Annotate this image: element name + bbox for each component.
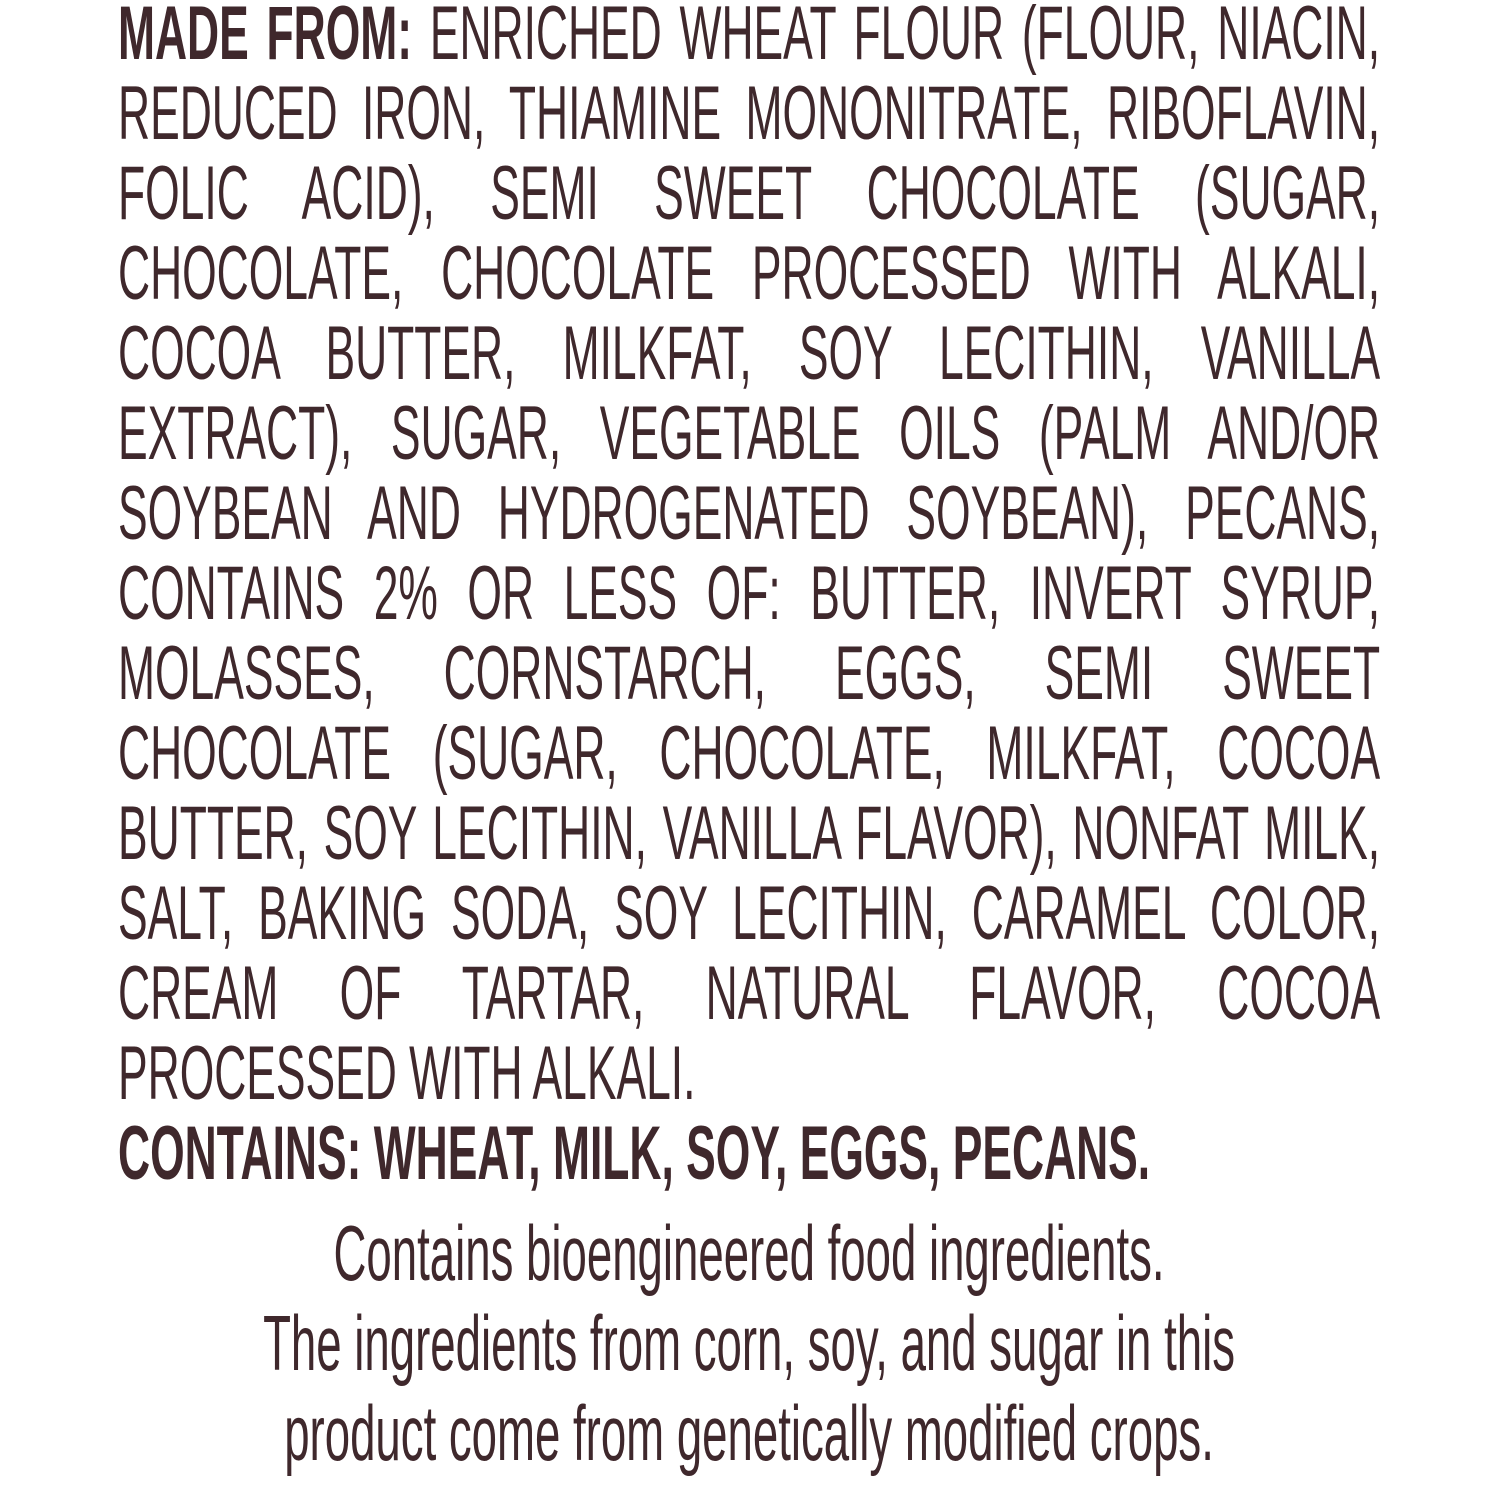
ingredients-text: MOLASSES, CORNSTARCH, EGGS, SEMI SWEET [118,631,1381,716]
bioengineered-line [118,1208,1380,1298]
ingredients-line [118,471,1381,556]
ingredients-line [118,231,1381,316]
ingredients-line [118,391,1381,476]
ingredients-text: SOYBEAN AND HYDROGENATED SOYBEAN), PECANS, [118,471,1381,556]
ingredients-line [118,311,1381,396]
bioengineered-text: The ingredients from corn, soy, and sugar in this [263,1299,1235,1387]
ingredients-line [118,1031,1380,1116]
allergens-line [118,1111,1380,1196]
ingredients-line [118,151,1381,236]
ingredients-text: COCOA BUTTER, MILKFAT, SOY LECITHIN, VANILLA [118,311,1381,396]
ingredients-line [118,631,1381,716]
ingredients-text: BUTTER, SOY LECITHIN, VANILLA FLAVOR), NONFAT MILK, [118,791,1381,876]
bioengineered-line [118,1388,1380,1478]
ingredients-text: EXTRACT), SUGAR, VEGETABLE OILS (PALM AND/OR [118,391,1381,476]
ingredients-line [118,551,1381,636]
ingredients-text: CHOCOLATE (SUGAR, CHOCOLATE, MILKFAT, COCOA [118,711,1381,796]
ingredients-line [118,711,1381,796]
ingredients-text: ENRICHED WHEAT FLOUR (FLOUR, NIACIN, [429,0,1381,76]
ingredients-text: SALT, BAKING SODA, SOY LECITHIN, CARAMEL COLOR, [118,871,1381,956]
ingredients-line [118,951,1381,1036]
ingredients-text: REDUCED IRON, THIAMINE MONONITRATE, RIBOFLAVIN, [118,71,1381,156]
ingredients-line [118,791,1381,876]
allergens-text-bold: CONTAINS: WHEAT, MILK, SOY, EGGS, PECANS. [118,1111,1151,1196]
ingredients-text: PROCESSED WITH ALKALI. [118,1031,696,1116]
bioengineered-line [118,1298,1380,1388]
bioengineered-text: product come from genetically modified crops. [284,1389,1214,1477]
ingredients-text: FOLIC ACID), SEMI SWEET CHOCOLATE (SUGAR, [118,151,1381,236]
ingredients-line [118,71,1381,156]
ingredients-text: CHOCOLATE, CHOCOLATE PROCESSED WITH ALKALI, [118,231,1381,316]
label-text-column [118,0,1380,1478]
ingredients-text-bold: MADE FROM: [118,0,430,76]
bioengineered-text: Contains bioengineered food ingredients. [333,1209,1165,1297]
ingredients-text: CREAM OF TARTAR, NATURAL FLAVOR, COCOA [118,951,1381,1036]
ingredients-line [118,0,1380,74]
ingredients-text: CONTAINS 2% OR LESS OF: BUTTER, INVERT SYRUP, [118,551,1381,636]
ingredients-line [118,871,1381,956]
